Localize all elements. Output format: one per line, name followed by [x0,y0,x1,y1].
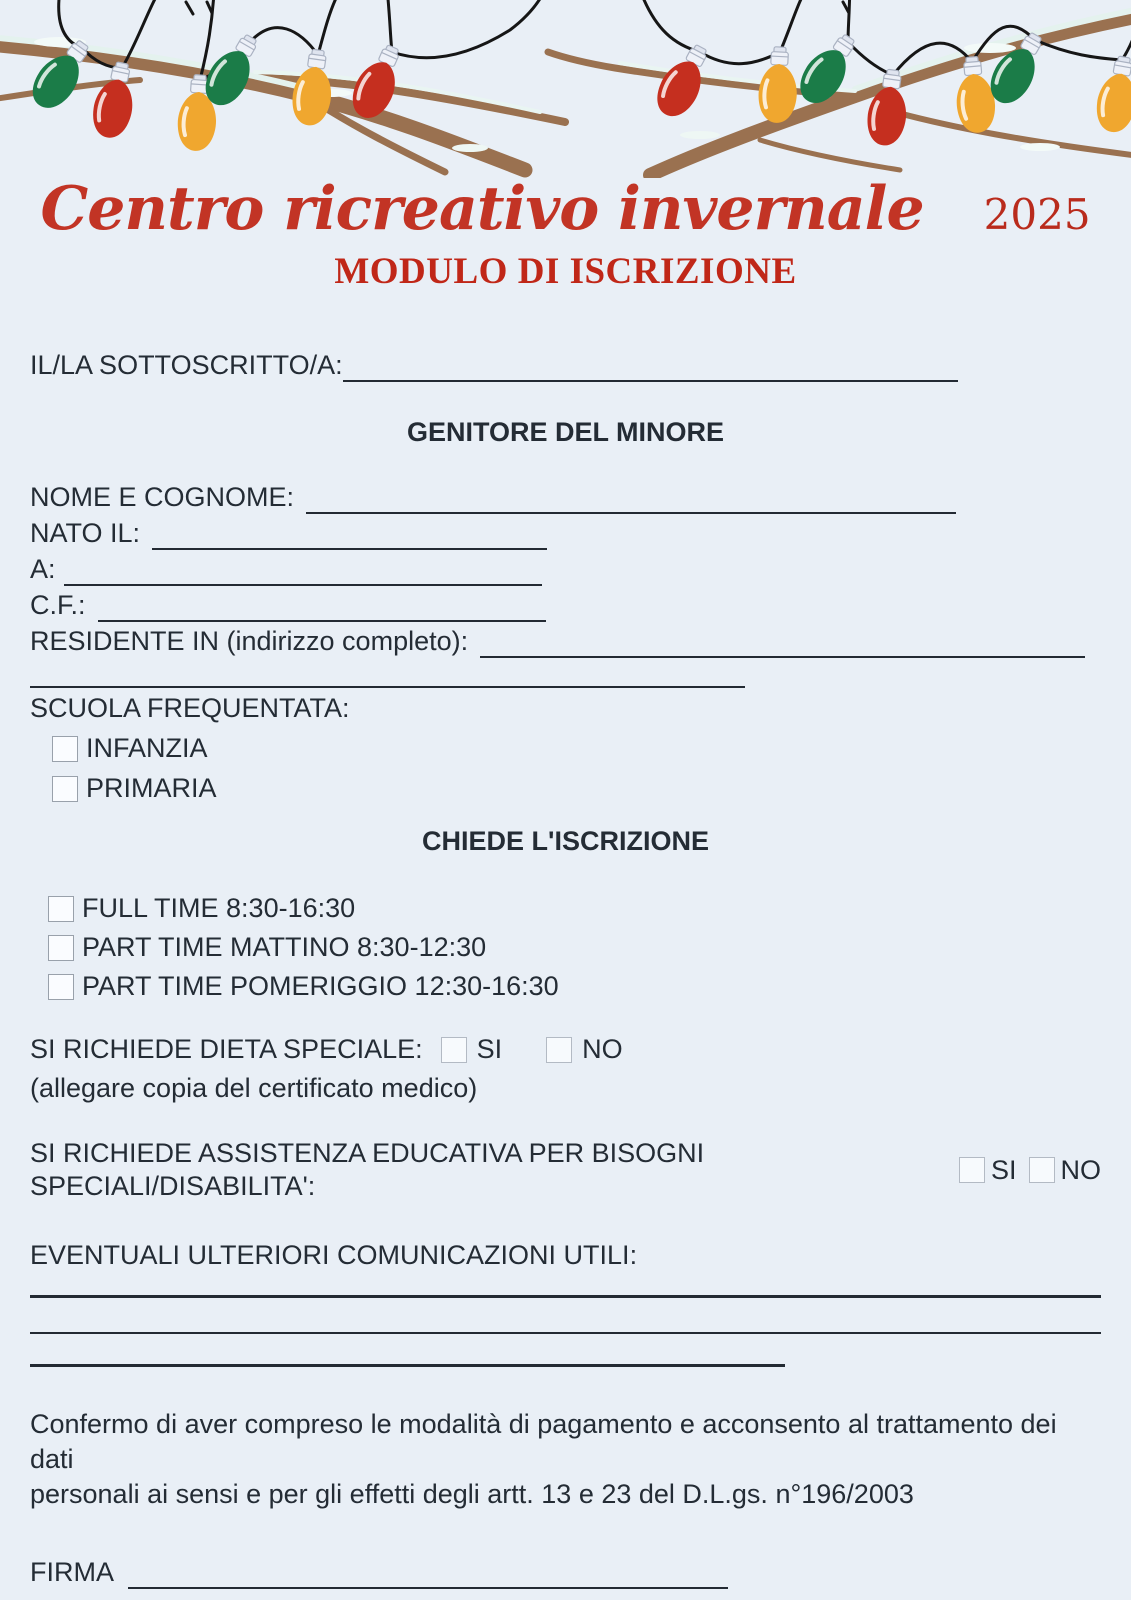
checkbox-full-time[interactable] [48,896,74,922]
assistenza-label: SI RICHIEDE ASSISTENZA EDUCATIVA PER BISOGNI SPECIALI/DISABILITA': [30,1138,705,1201]
orario-option-parttime-pomeriggio [48,970,1101,1003]
a-label: A: [30,554,56,584]
privacy-line-1: Confermo di aver compreso le modalità di pagamento e acconsento al trattamento dei dati [30,1409,1057,1474]
checkbox-primaria[interactable] [52,776,78,802]
bulb-icons-right [649,26,1131,148]
checkbox-dieta-si[interactable] [441,1037,467,1063]
page-title: Centro ricreativo invernale [40,174,924,244]
firma-row [30,1556,1101,1589]
comunicazioni-label: EVENTUALI ULTERIORI COMUNICAZIONI UTILI: [30,1240,638,1270]
checkbox-infanzia[interactable] [52,736,78,762]
sottoscritto-row [30,349,1101,382]
checkbox-part-time-pomeriggio[interactable] [48,974,74,1000]
sottoscritto-field-line[interactable] [343,352,958,382]
assistenza-row [30,1137,1101,1203]
enrollment-form [0,349,1131,1589]
dieta-row [30,1033,1101,1066]
assistenza-si-label: SI [990,1154,1017,1185]
scuola-option-primaria [52,772,1101,805]
comunicazioni-field-line-1[interactable] [30,1272,1101,1298]
nome-row [30,481,1101,514]
privacy-statement [30,1407,1101,1512]
page-subtitle: MODULO DI ISCRIZIONE [334,251,797,292]
orario-option-parttime-mattino [48,931,1101,964]
firma-label: FIRMA [30,1557,114,1587]
section-iscrizione-title: CHIEDE L'ISCRIZIONE [422,826,709,856]
scuola-label: SCUOLA FREQUENTATA: [30,693,350,723]
primaria-label: PRIMARIA [86,773,217,803]
dieta-si-label: SI [476,1034,503,1064]
assistenza-no-label: NO [1060,1154,1101,1185]
checkbox-part-time-mattino[interactable] [48,935,74,961]
privacy-line-2: personali ai sensi e per gli effetti degli artt. 13 e 23 del D.L.gs. n°196/2003 [30,1479,914,1509]
residente-field-line-2[interactable] [30,658,745,688]
orario-option-fulltime [48,892,1101,925]
dieta-note: (allegare copia del certificato medico) [30,1073,478,1103]
nome-label: NOME E COGNOME: [30,482,295,512]
nome-field-line[interactable] [306,484,956,514]
sottoscritto-label: IL/LA SOTTOSCRITTO/A: [30,350,343,380]
cf-label: C.F.: [30,590,86,620]
full-time-label: FULL TIME 8:30-16:30 [82,893,356,923]
cf-field-line[interactable] [98,592,546,622]
residente-label: RESIDENTE IN (indirizzo completo): [30,626,469,656]
firma-field-line[interactable] [128,1559,728,1589]
title-year: 2025 [983,190,1091,239]
dieta-label: SI RICHIEDE DIETA SPECIALE: [30,1034,423,1064]
nato-field-line[interactable] [152,520,547,550]
residente-field-line[interactable] [480,628,1085,658]
dieta-no-label: NO [582,1034,623,1064]
part-time-pomeriggio-label: PART TIME POMERIGGIO 12:30-16:30 [82,971,559,1001]
nato-label: NATO IL: [30,518,141,548]
cf-row [30,589,1101,622]
a-row [30,553,1101,586]
comunicazioni-field-line-3[interactable] [30,1334,785,1367]
christmas-lights-decoration [0,0,1131,178]
scuola-option-infanzia [52,732,1101,765]
branch-right [548,9,1131,175]
part-time-mattino-label: PART TIME MATTINO 8:30-12:30 [82,932,487,962]
comunicazioni-field-line-2[interactable] [30,1298,1101,1334]
section-genitore-title: GENITORE DEL MINORE [406,417,725,447]
checkbox-assistenza-si[interactable] [959,1157,985,1183]
a-field-line[interactable] [64,556,542,586]
nato-row [30,517,1101,550]
checkbox-assistenza-no[interactable] [1029,1157,1055,1183]
checkbox-dieta-no[interactable] [546,1037,572,1063]
residente-row [30,625,1101,658]
infanzia-label: INFANZIA [86,733,208,763]
